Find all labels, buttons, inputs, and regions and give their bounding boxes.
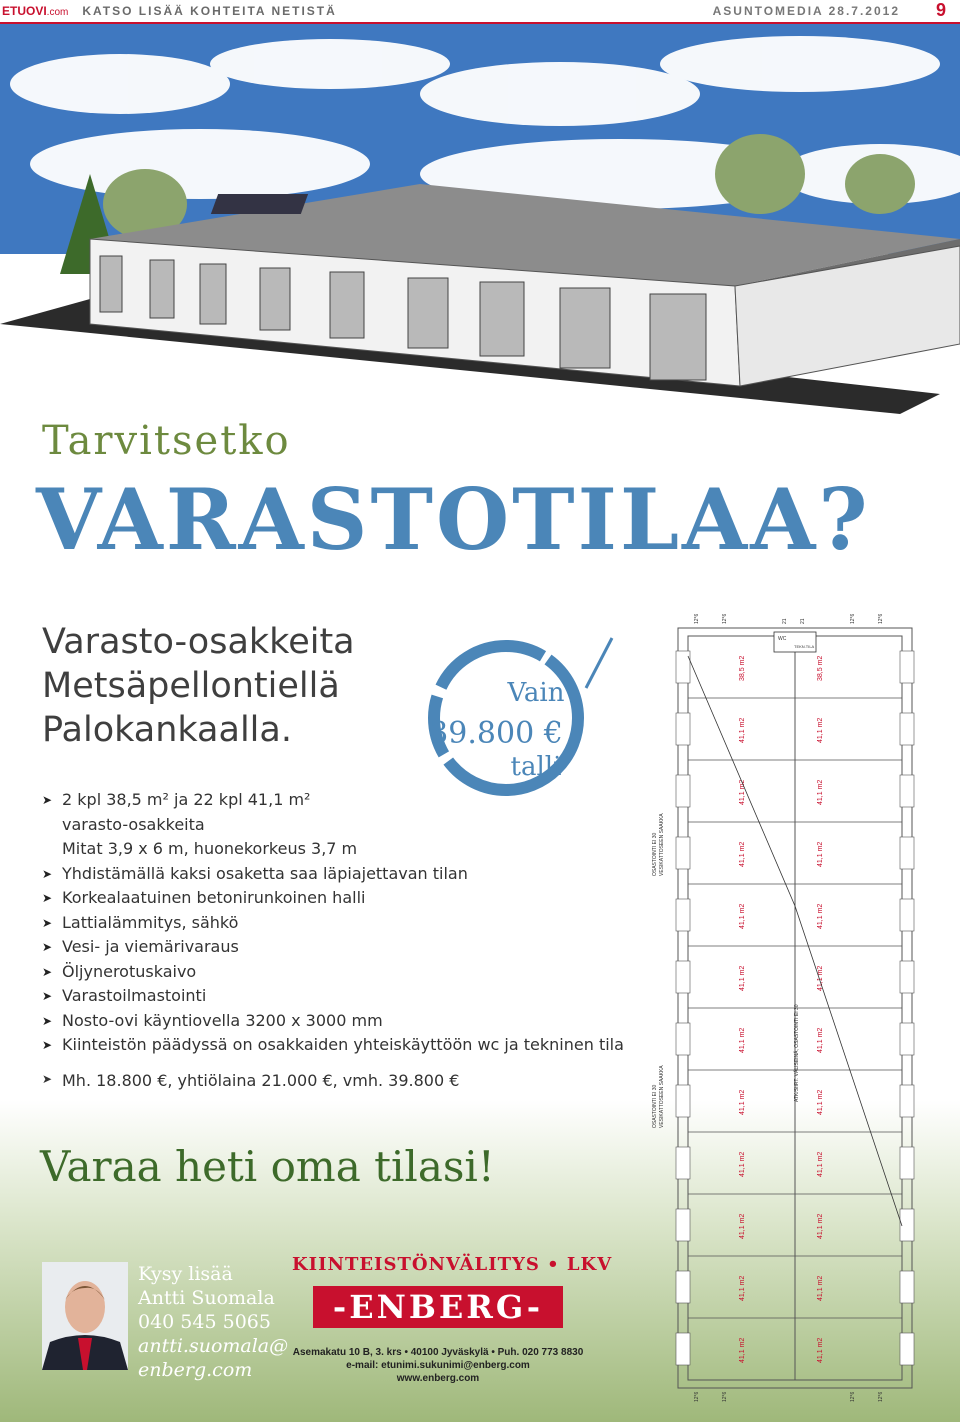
arrow-icon: ➤ xyxy=(42,989,53,1003)
feature-item: ➤ Vesi- ja viemärivaraus xyxy=(42,935,624,960)
unit-area-label: 41,1 m2 xyxy=(817,1337,824,1363)
dimension-mark: 12*6 xyxy=(878,1391,884,1402)
page-header xyxy=(0,0,960,22)
unit-area-label: 38,5 m2 xyxy=(817,655,824,681)
dimension-mark: 12*6 xyxy=(722,613,728,624)
door-opening xyxy=(900,837,914,869)
unit-area-label: 41,1 m2 xyxy=(739,903,746,929)
wall-label: VESIKATTOSEEN SAAKKA xyxy=(659,1065,665,1128)
subheading-line: Varasto-osakkeita xyxy=(42,622,355,662)
dimension-mark: 12*6 xyxy=(878,613,884,624)
feature-item: ➤ Lattialämmitys, sähkö xyxy=(42,911,624,936)
issue-date: ASUNTOMEDIA 28.7.2012 xyxy=(712,4,900,18)
contact-name: Antti Suomala xyxy=(138,1287,275,1309)
door-opening xyxy=(676,837,690,869)
wall-label: ATK/SIIRT. VÄLISEINÄ, OSASTOINTI EI 30 xyxy=(794,1004,800,1102)
building-illustration xyxy=(0,24,960,424)
contact-phone[interactable]: 040 545 5065 xyxy=(138,1311,271,1333)
tech-room-label: TEKN.TILA xyxy=(794,644,815,649)
contact-heading: Kysy lisää xyxy=(138,1263,233,1285)
brand-logo: ETUOVI.com xyxy=(2,4,69,18)
unit-area-label: 41,1 m2 xyxy=(817,779,824,805)
feature-item: ➤ 2 kpl 38,5 m² ja 22 kpl 41,1 m² xyxy=(42,788,624,813)
feature-item: varasto-osakkeita xyxy=(62,814,205,834)
wall-label: OSASTOINTI EI 30 xyxy=(652,832,658,876)
agency-address xyxy=(292,1346,584,1385)
call-to-action: Varaa heti oma tilasi! xyxy=(40,1142,495,1191)
door-opening xyxy=(676,775,690,807)
arrow-icon: ➤ xyxy=(42,940,53,954)
unit-area-label: 41,1 m2 xyxy=(817,903,824,929)
arrow-icon: ➤ xyxy=(42,964,53,979)
door-opening xyxy=(900,775,914,807)
dimension-mark: 12*6 xyxy=(850,613,856,624)
unit-area-label: 41,1 m2 xyxy=(739,1337,746,1363)
wc-room xyxy=(774,632,816,652)
unit-area-label: 41,1 m2 xyxy=(817,1275,824,1301)
feature-list xyxy=(42,788,624,1058)
feature-item: Mitat 3,9 x 6 m, huonekorkeus 3,7 m xyxy=(62,839,358,858)
feature-item: ➤ Korkealaatuinen betonirunkoinen halli xyxy=(42,886,624,911)
contact-email[interactable]: antti.suomala@ xyxy=(138,1335,289,1357)
door-opening xyxy=(676,1147,690,1179)
wall-label: VESIKATTOSEEN SAAKKA xyxy=(659,813,665,876)
dimension-mark: 12*6 xyxy=(694,613,700,624)
email-line[interactable]: e-mail: etunimi.sukunimi@enberg.com xyxy=(346,1360,530,1371)
door-opening xyxy=(676,1209,690,1241)
door-opening xyxy=(676,651,690,683)
agency-tagline: KIINTEISTÖNVÄLITYS • LKV xyxy=(292,1254,613,1275)
contact-info xyxy=(138,1262,288,1382)
agency-logo: -ENBERG- xyxy=(292,1286,584,1326)
door-opening xyxy=(900,1023,914,1055)
unit-area-label: 41,1 m2 xyxy=(817,965,824,991)
door-opening xyxy=(900,1333,914,1365)
door-opening xyxy=(676,1271,690,1303)
unit-area-label: 41,1 m2 xyxy=(739,1151,746,1177)
address-line: Asemakatu 10 B, 3. krs • 40100 Jyväskylä • Puh. 020 773 8830 xyxy=(292,1347,584,1358)
price-stamp xyxy=(416,618,616,808)
door-opening xyxy=(676,1023,690,1055)
diagonal-line xyxy=(795,903,902,1226)
unit-area-label: 41,1 m2 xyxy=(739,717,746,743)
unit-area-label: 41,1 m2 xyxy=(817,717,824,743)
unit-area-label: 41,1 m2 xyxy=(739,1275,746,1301)
arrow-icon: ➤ xyxy=(42,1072,53,1086)
unit-area-label: 41,1 m2 xyxy=(739,1027,746,1053)
door-opening xyxy=(676,899,690,931)
subheading-line: Palokankaalla. xyxy=(42,710,292,750)
feature-item: ➤ Öljynerotuskaivo xyxy=(42,960,624,985)
door-opening xyxy=(900,1271,914,1303)
price-line: ➤ Mh. 18.800 €, yhtiölaina 21.000 €, vmh. 39.800 € xyxy=(42,1071,460,1090)
arrow-icon: ➤ xyxy=(42,1013,53,1028)
page-number: 9 xyxy=(935,0,946,20)
door-opening xyxy=(900,651,914,683)
contact-email-domain[interactable]: enberg.com xyxy=(138,1359,253,1381)
stamp-line-1: Vain xyxy=(507,678,565,708)
wall-label: OSASTOINTI EI 30 xyxy=(652,1084,658,1128)
door-opening xyxy=(676,1085,690,1117)
unit-area-label: 41,1 m2 xyxy=(739,1213,746,1239)
unit-area-label: 41,1 m2 xyxy=(739,1089,746,1115)
agent-photo xyxy=(42,1262,128,1370)
dimension-mark: 12*6 xyxy=(850,1391,856,1402)
door-opening xyxy=(900,1085,914,1117)
arrow-icon: ➤ xyxy=(42,915,53,930)
door-opening xyxy=(676,713,690,745)
dimension-mark: 12*6 xyxy=(722,1391,728,1402)
headline-big: VARASTOTILAA? xyxy=(36,470,871,569)
unit-area-label: 41,1 m2 xyxy=(817,1027,824,1053)
stamp-line-3: talli xyxy=(510,752,562,782)
diagonal-line xyxy=(688,656,795,906)
unit-area-label: 38,5 m2 xyxy=(739,655,746,681)
arrow-icon: ➤ xyxy=(42,793,53,807)
door-opening xyxy=(676,961,690,993)
website-line[interactable]: www.enberg.com xyxy=(396,1373,480,1384)
dimension-mark: 12*6 xyxy=(694,1391,700,1402)
subheading-line: Metsäpellontiellä xyxy=(42,666,340,706)
floor-plan xyxy=(652,606,958,1406)
dimension-mark: 21 xyxy=(800,618,806,624)
unit-area-label: 41,1 m2 xyxy=(817,1089,824,1115)
unit-area-label: 41,1 m2 xyxy=(817,1213,824,1239)
feature-item: ➤ Nosto-ovi käyntiovella 3200 x 3000 mm xyxy=(42,1009,624,1034)
door-opening xyxy=(676,1333,690,1365)
unit-area-label: 41,1 m2 xyxy=(739,965,746,991)
door-opening xyxy=(900,1147,914,1179)
arrow-icon: ➤ xyxy=(42,891,53,905)
door-opening xyxy=(900,1209,914,1241)
arrow-icon: ➤ xyxy=(42,1038,53,1052)
headline-small: Tarvitsetko xyxy=(42,418,291,464)
unit-area-label: 41,1 m2 xyxy=(817,1151,824,1177)
dimension-mark: 21 xyxy=(782,618,788,624)
feature-item: ➤ Kiinteistön päädyssä on osakkaiden yhteiskäyttöön wc ja tekninen tila xyxy=(42,1033,624,1058)
door-opening xyxy=(900,899,914,931)
unit-area-label: 41,1 m2 xyxy=(739,841,746,867)
subheading xyxy=(42,620,355,752)
feature-item: ➤ Varastoilmastointi xyxy=(42,984,624,1009)
feature-item: ➤ Yhdistämällä kaksi osaketta saa läpiajettavan tilan xyxy=(42,862,624,887)
wc-label: WC xyxy=(778,636,787,642)
arrow-icon: ➤ xyxy=(42,866,53,881)
unit-area-label: 41,1 m2 xyxy=(739,779,746,805)
stamp-price: 39.800 € xyxy=(429,716,563,751)
unit-area-label: 41,1 m2 xyxy=(817,841,824,867)
door-opening xyxy=(900,713,914,745)
header-tagline: KATSO LISÄÄ KOHTEITA NETISTÄ xyxy=(82,4,337,18)
door-opening xyxy=(900,961,914,993)
